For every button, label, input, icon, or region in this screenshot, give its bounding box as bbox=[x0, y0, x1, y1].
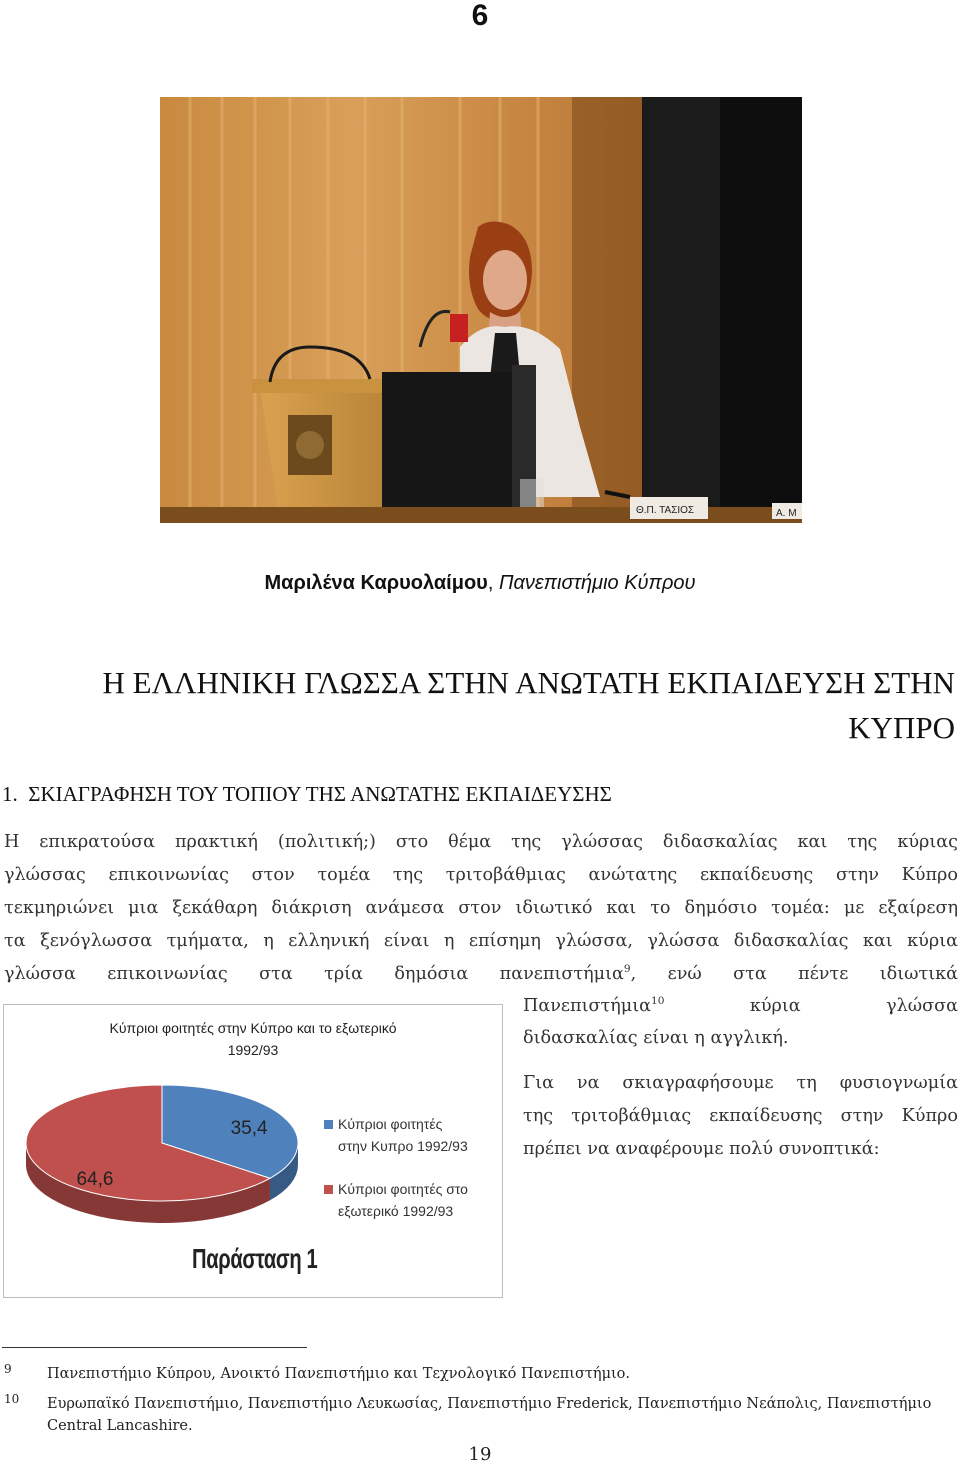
section-heading bbox=[2, 782, 902, 807]
pie-data-label-1: 35,4 bbox=[230, 1117, 268, 1139]
footnote-divider bbox=[2, 1347, 307, 1348]
legend-label-2: Κύπριοι φοιτητές στο εξωτερικό 1992/93 bbox=[338, 1181, 468, 1219]
legend-swatch-1 bbox=[324, 1120, 333, 1129]
paragraph-1-line-6 bbox=[523, 990, 958, 1023]
p1-line6-word: κύρια bbox=[749, 996, 801, 1016]
paragraph-1-line: γλώσσας επικοινωνίας στον τομέα της τριτοβάθμιας ανώτατης εκπαίδευσης στην Κύπρο bbox=[4, 865, 958, 885]
section-title: ΣΚΙΑΓΡΑΦΗΣΗ ΤΟΥ ΤΟΠΙΟΥ ΤΗΣ ΑΝΩΤΑΤΗΣ ΕΚΠΑΙΔΕΥΣΗΣ bbox=[28, 782, 612, 806]
p1-line5-word: δημόσια bbox=[394, 964, 469, 984]
author-affiliation: Πανεπιστήμιο Κύπρου bbox=[498, 572, 696, 594]
article-title bbox=[20, 660, 955, 750]
author-separator: , bbox=[487, 572, 494, 594]
footnote-ref-9[interactable]: 9 bbox=[623, 963, 631, 976]
legend-swatch-2 bbox=[324, 1185, 333, 1194]
speaker-photo-image bbox=[160, 97, 802, 523]
p1-line5-word: γλώσσα bbox=[4, 964, 76, 984]
chart-subtitle-text: 1992/93 bbox=[227, 1042, 279, 1058]
paragraph-1-line: τεκμηριώνει μια ξεκάθαρη διάκριση ανάμεσα στον ιδιωτικό και το δημόσιο τομέα: με εξαίρεση bbox=[4, 898, 958, 918]
page-number-top: 6 bbox=[471, 0, 489, 32]
p1-line5-word: στα bbox=[259, 964, 293, 984]
paragraph-1-line-5 bbox=[4, 958, 958, 991]
p1-line5-word: πέντε bbox=[798, 964, 849, 984]
paragraph-2-line: Για να σκιαγραφήσουμε τη φυσιογνωμία bbox=[523, 1073, 958, 1093]
figure-caption: Παράσταση 1 bbox=[192, 1243, 318, 1274]
title-line-2: ΚΥΠΡΟ bbox=[848, 710, 955, 745]
footnote-10-number: 10 bbox=[4, 1392, 20, 1406]
paragraph-2 bbox=[523, 1067, 958, 1166]
footnote-9-number: 9 bbox=[4, 1362, 12, 1376]
chart-title-text: Κύπριοι φοιτητές στην Κύπρο και το εξωτερικό bbox=[109, 1020, 397, 1036]
speaker-photo bbox=[160, 97, 802, 523]
paragraph-1-line-7: διδασκαλίας είναι η αγγλική. bbox=[523, 1028, 789, 1048]
p1-line5-word: στα bbox=[733, 964, 767, 984]
footnote-10-text: Ευρωπαϊκό Πανεπιστήμιο, Πανεπιστήμιο Λευκωσίας, Πανεπιστήμιο Frederick, Πανεπιστήμιο Νεάπολις, Πανεπιστήμιο Central Lancashire. bbox=[47, 1396, 932, 1434]
paragraph-2-line: πρέπει να αναφέρουμε πολύ συνοπτικά: bbox=[523, 1139, 880, 1159]
paragraph-1-line: τα ξενόγλωσσα τμήματα, η ελληνική είναι η επίσημη γλώσσα, γλώσσα διδασκαλίας και κύρια bbox=[4, 931, 958, 951]
nameplate-text-2: Α. Μ bbox=[776, 508, 797, 519]
p1-line5-word: πανεπιστήμια$^9$, bbox=[499, 963, 637, 984]
section-number: 1. bbox=[2, 782, 18, 806]
title-line-1: Η ΕΛΛΗΝΙΚΗ ΓΛΩΣΣΑ ΣΤΗΝ ΑΝΩΤΑΤΗ ΕΚΠΑΙΔΕΥΣΗ ΣΤΗΝ bbox=[102, 665, 955, 700]
p1-line6-word: Πανεπιστήμια$^{10}$ bbox=[523, 995, 665, 1016]
author-line bbox=[0, 572, 960, 595]
footnote-9-text: Πανεπιστήμιο Κύπρου, Ανοικτό Πανεπιστήμιο και Τεχνολογικό Πανεπιστήμιο. bbox=[47, 1366, 631, 1382]
paragraph-1-line: Η επικρατούσα πρακτική (πολιτική;) στο θέμα της γλώσσας διδασκαλίας και της κύριας bbox=[4, 832, 958, 852]
p1-line5-word: επικοινωνίας bbox=[107, 964, 228, 984]
p1-line5-word: τρία bbox=[324, 964, 363, 984]
paragraph-1 bbox=[4, 826, 958, 991]
nameplate-text-1: Θ.Π. ΤΑΣΙΟΣ bbox=[636, 505, 695, 516]
page-number-bottom: 19 bbox=[468, 1444, 492, 1465]
p1-line5-word: ενώ bbox=[667, 964, 702, 984]
paragraph-2-line: της τριτοβάθμιας εκπαίδευσης στην Κύπρο bbox=[523, 1106, 958, 1126]
footnote-ref-10[interactable]: 10 bbox=[651, 995, 665, 1008]
p1-line6-word: γλώσσα bbox=[886, 996, 958, 1016]
pie-data-label-2: 64,6 bbox=[76, 1169, 114, 1191]
p1-line5-word: ιδιωτικά bbox=[879, 964, 958, 984]
author-name: Μαριλένα Καρυολαίμου bbox=[264, 572, 488, 594]
legend-label-1: Κύπριοι φοιτητές στην Κυπρο 1992/93 bbox=[338, 1116, 468, 1154]
